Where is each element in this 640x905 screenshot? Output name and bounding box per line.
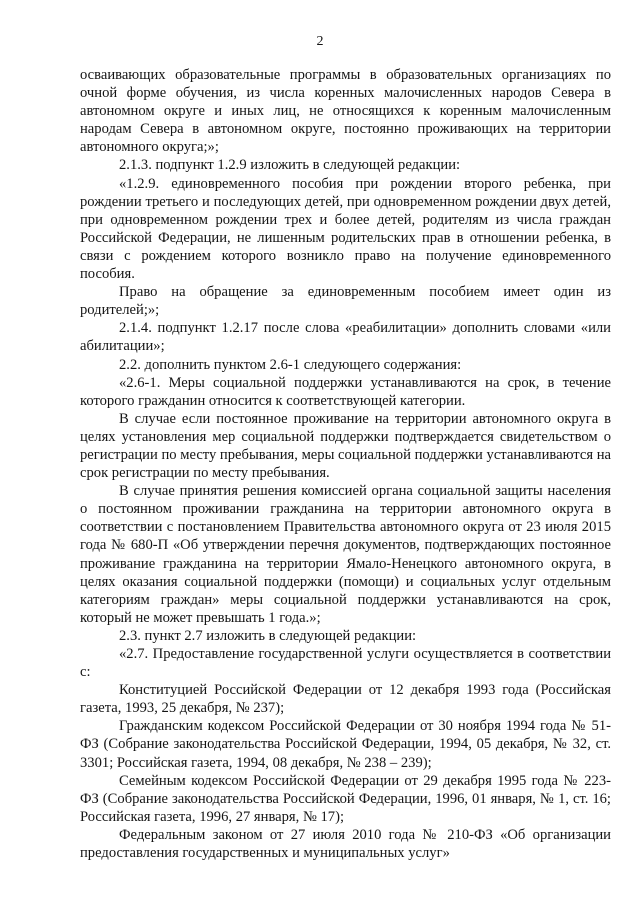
paragraph: Право на обращение за единовременным пособием имеет один из родителей;»; <box>80 284 611 319</box>
paragraph: «2.6-1. Меры социальной поддержки устанавливаются на срок, в течение которого гражданин относится к соответствующей категории. <box>80 374 611 409</box>
paragraph: «2.7. Предоставление государственной услуги осуществляется в соответствии с: <box>80 646 611 681</box>
paragraph: Семейным кодексом Российской Федерации от 29 декабря 1995 года № 223-ФЗ (Собрание законодательства Российской Федерации, 1996, 01 января, № 1, ст. 16; Российская газета, 1996, 27 января, № 17); <box>80 772 611 825</box>
paragraph: осваивающих образовательные программы в образовательных организациях по очной форме обучения, из числа коренных малочисленных народов Севера в автономном округе и иных лиц, не относящихся к коренным малочисленным народам Севера в автономном округе, постоянно проживающих на территории автономного округа;»; <box>80 67 611 156</box>
page-number: 2 <box>316 34 324 49</box>
document-body <box>80 66 611 862</box>
paragraph: В случае принятия решения комиссией органа социальной защиты населения о постоянном проживании гражданина на территории автономного округа в соответствии с постановлением Правительства автономного округа от 23 июля 2015 года № 680-П «Об утверждении перечня документов, подтверждающих постоянное проживание гражданина на территории Ямало-Ненецкого автономного округа, в целях оказания социальной поддержки (помощи) и социальных услуг отдельным категориям граждан» меры социальной поддержки устанавливаются на срок, который не может превышать 1 года.»; <box>80 483 611 626</box>
paragraph: Гражданским кодексом Российской Федерации от 30 ноября 1994 года № 51-ФЗ (Собрание законодательства Российской Федерации, 1994, 05 декабря, № 32, ст. 3301; Российская газета, 1994, 08 декабря, № 238 – 239); <box>80 718 611 771</box>
paragraph: 2.1.3. подпункт 1.2.9 изложить в следующей редакции: <box>119 157 461 174</box>
paragraph: 2.1.4. подпункт 1.2.17 после слова «реабилитации» дополнить словами «или абилитации»; <box>80 320 611 355</box>
paragraph: Федеральным законом от 27 июля 2010 года № 210-ФЗ «Об организации предоставления государственных и муниципальных услуг» <box>80 826 611 862</box>
paragraph: «1.2.9. единовременного пособия при рождении второго ребенка, при рождении третьего и последующих детей, при одновременном рождении двух детей, при одновременном рождении трех и более детей, родителям из числа граждан Российской Федерации, не лишенным родительских прав в отношении ребенка, в связи с рождением которого возникло право на получение единовременного пособия. <box>80 175 611 283</box>
paragraph: Конституцией Российской Федерации от 12 декабря 1993 года (Российская газета, 1993, 25 декабря, № 237); <box>80 682 611 717</box>
paragraph: 2.2. дополнить пунктом 2.6-1 следующего содержания: <box>119 356 462 373</box>
paragraph: 2.3. пункт 2.7 изложить в следующей редакции: <box>119 627 417 644</box>
paragraph: В случае если постоянное проживание на территории автономного округа в целях установления мер социальной поддержки подтверждается свидетельством о регистрации по месту пребывания, меры социальной поддержки устанавливаются на срок регистрации по месту пребывания. <box>80 410 611 482</box>
